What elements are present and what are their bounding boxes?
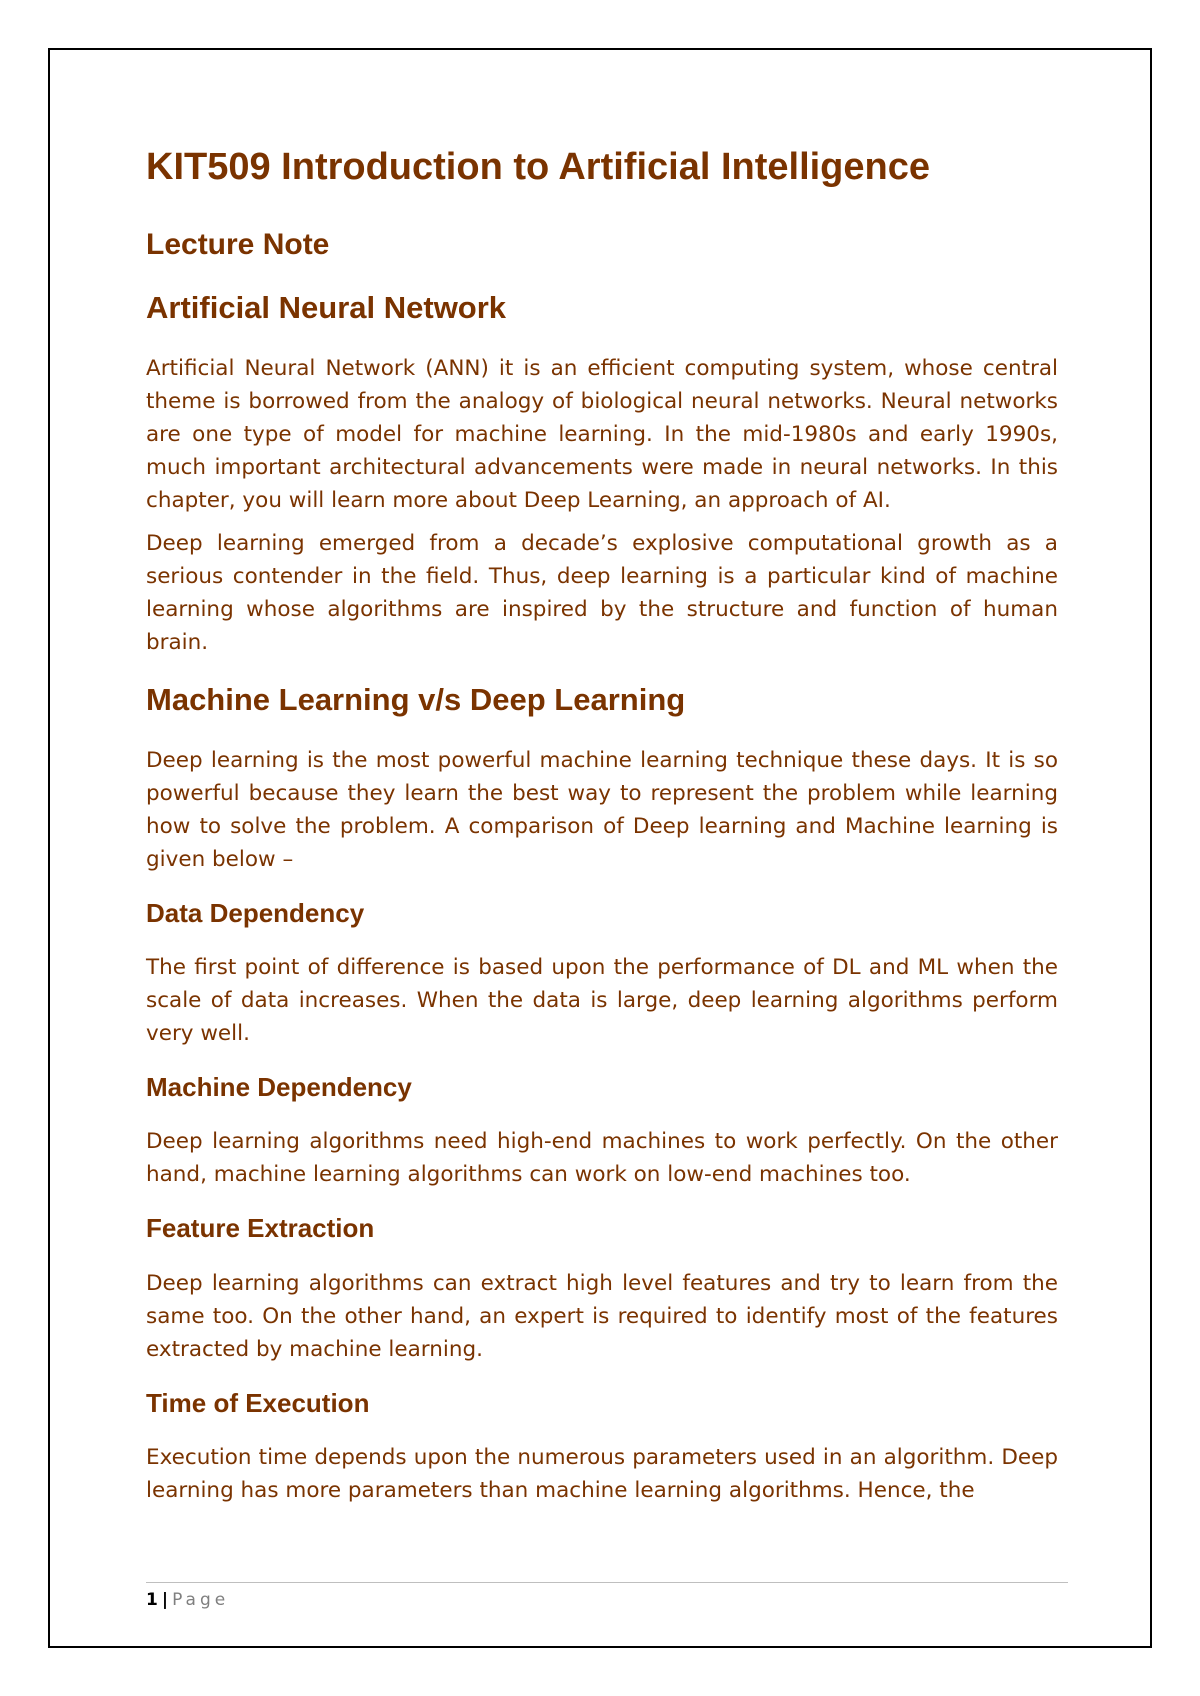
subheading-data-dependency: Data Dependency [146, 897, 365, 928]
page-number: 1 [146, 1590, 158, 1610]
section-heading-ml-vs-dl: Machine Learning v/s Deep Learning [146, 681, 686, 717]
paragraph-machine-dependency: Deep learning algorithms need high-end machines to work perfectly. On the other hand, machine learning algorithms can work on low-end machines too. [146, 1129, 1058, 1188]
paragraph-ann-intro: Artificial Neural Network (ANN) it is an efficient computing system, whose central theme is borrowed from the analogy of biological neural networks. Neural networks are one type of model for machine learning. In the mid-1980s and early 1990s, much important architectural advancements were made in neural networks. In this chapter, you will learn more about Deep Learning, an approach of AI. [146, 355, 1058, 513]
footer-separator: | [161, 1590, 169, 1610]
paragraph-deep-learning: Deep learning emerged from a decade’s explosive computational growth as a serious contender in the field. Thus, deep learning is a particular kind of machine learning whose algorithms are inspired by the structure and function of human brain. [146, 530, 1058, 655]
section-heading-ann: Artificial Neural Network [146, 289, 507, 325]
subheading-feature-extraction: Feature Extraction [146, 1213, 375, 1244]
paragraph-feature-extraction: Deep learning algorithms can extract high level features and try to learn from the same too. On the other hand, an expert is required to identify most of the features extracted by machine learning. [146, 1270, 1058, 1362]
paragraph-data-dependency: The first point of difference is based upon the performance of DL and ML when the scale of data increases. When the data is large, deep learning algorithms perform very well. [146, 955, 1058, 1047]
subheading-machine-dependency: Machine Dependency [146, 1072, 412, 1103]
paragraph-comparison: Deep learning is the most powerful machine learning technique these days. It is so powerful because they learn the best way to represent the problem while learning how to solve the problem. A comparison of Deep learning and Machine learning is given below – [146, 747, 1058, 872]
page-label: Page [172, 1590, 230, 1610]
subheading-time-of-execution: Time of Execution [146, 1387, 370, 1418]
document-body [146, 145, 1058, 1507]
document-subtitle: Lecture Note [146, 227, 330, 261]
document-title: KIT509 Introduction to Artificial Intelligence [146, 146, 931, 188]
page-footer [146, 1590, 229, 1610]
footer-divider [146, 1582, 1068, 1583]
paragraph-time-of-execution: Execution time depends upon the numerous parameters used in an algorithm. Deep learning has more parameters than machine learning algorithms. Hence, the [146, 1444, 1058, 1503]
